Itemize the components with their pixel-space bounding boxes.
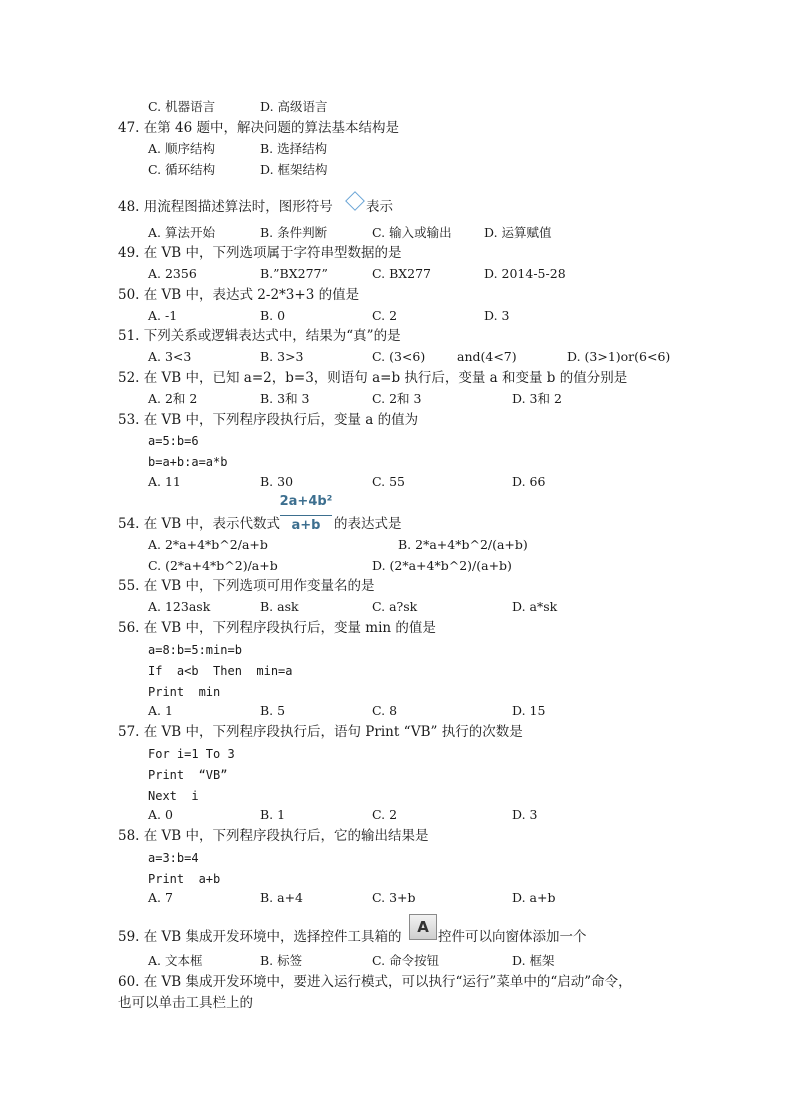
q47-option-a: A. 顺序结构: [148, 141, 215, 156]
algebraic-fraction: [276, 494, 336, 538]
q56-stem: 56. 在 VB 中，下列程序段执行后，变量 min 的值是: [118, 620, 436, 636]
q50-option-b: B. 0: [260, 308, 286, 323]
q53-option-d: D. 66: [512, 474, 546, 489]
q51-option-b: B. 3>3: [260, 349, 304, 364]
q49-stem: 49. 在 VB 中，下列选项属于字符串型数据的是: [118, 245, 402, 261]
q56-option-a: A. 1: [148, 703, 173, 718]
q57-code-line-3: Next i: [148, 789, 199, 803]
q52-option-c: C. 2和 3: [372, 391, 422, 406]
q57-option-b: B. 1: [260, 807, 286, 822]
q58-stem: 58. 在 VB 中，下列程序段执行后，它的输出结果是: [118, 828, 429, 844]
q52-stem: 52. 在 VB 中，已知 a=2，b=3，则语句 a=b 执行后，变量 a 和变量 b 的值分别是: [118, 370, 628, 386]
q49-option-a: A. 2356: [148, 266, 197, 281]
q47-option-c: C. 循环结构: [148, 162, 216, 177]
q51-option-c-cont: and(4<7): [457, 349, 517, 364]
fraction-numerator: 2a+4b²: [279, 494, 333, 509]
q56-code-line-2: If a<b Then min=a: [148, 664, 293, 678]
q54-option-d: D. (2*a+4*b^2)/(a+b): [372, 558, 512, 573]
q54-option-b: B. 2*a+4*b^2/(a+b): [398, 537, 528, 552]
q50-option-a: A. -1: [148, 308, 178, 323]
q54-stem-pre: 54. 在 VB 中，表示代数式: [118, 516, 281, 532]
q53-stem: 53. 在 VB 中，下列程序段执行后，变量 a 的值为: [118, 412, 419, 428]
q53-code-line-1: a=5:b=6: [148, 434, 199, 448]
q51-option-d: D. (3>1)or(6<6): [567, 349, 671, 364]
q48-option-a: A. 算法开始: [148, 225, 215, 240]
q59-stem-post: 控件可以向窗体添加一个: [438, 929, 587, 945]
diamond-icon: [345, 191, 365, 211]
q51-stem: 51. 下列关系或逻辑表达式中，结果为“真”的是: [118, 328, 401, 344]
q53-option-b: B. 30: [260, 474, 294, 489]
q55-option-c: C. a?sk: [372, 599, 418, 614]
q57-code-line-1: For i=1 To 3: [148, 747, 235, 761]
q59-option-b: B. 标签: [260, 953, 303, 968]
q58-option-a: A. 7: [148, 890, 173, 905]
q57-code-line-2: Print “VB”: [148, 768, 228, 782]
q60-stem-line-2: 也可以单击工具栏上的: [118, 995, 253, 1011]
q58-code-line-2: Print a+b: [148, 872, 221, 886]
q57-stem: 57. 在 VB 中，下列程序段执行后，语句 Print “VB” 执行的次数是: [118, 724, 523, 740]
fraction-bar: [280, 515, 332, 516]
q58-option-c: C. 3+b: [372, 890, 416, 905]
q53-code-line-2: b=a+b:a=a*b: [148, 455, 228, 469]
q53-option-c: C. 55: [372, 474, 405, 489]
q59-option-c: C. 命令按钮: [372, 953, 440, 968]
q56-option-b: B. 5: [260, 703, 286, 718]
q48-stem-pre: 48. 用流程图描述算法时，图形符号: [118, 199, 333, 215]
q48-stem-post: 表示: [366, 199, 393, 215]
q47-option-d: D. 框架结构: [260, 162, 328, 177]
q51-option-a: A. 3<3: [148, 349, 192, 364]
q49-option-b: B.”BX277”: [260, 266, 328, 281]
q55-option-d: D. a*sk: [512, 599, 558, 614]
q46-option-d: D. 高级语言: [260, 99, 328, 114]
q48-option-b: B. 条件判断: [260, 225, 328, 240]
q51-option-c: C. (3<6): [372, 349, 426, 364]
q48-option-c: C. 输入或输出: [372, 225, 452, 240]
q54-stem-post: 的表达式是: [334, 516, 402, 532]
q49-option-d: D. 2014-5-28: [484, 266, 566, 281]
q52-option-d: D. 3和 2: [512, 391, 562, 406]
q50-stem: 50. 在 VB 中，表达式 2-2*3+3 的值是: [118, 287, 360, 303]
q55-option-a: A. 123ask: [148, 599, 211, 614]
q58-option-d: D. a+b: [512, 890, 556, 905]
q60-stem-line-1: 60. 在 VB 集成开发环境中，要进入运行模式，可以执行“运行”菜单中的“启动”命令，: [118, 974, 632, 990]
q56-option-c: C. 8: [372, 703, 398, 718]
q47-stem: 47. 在第 46 题中，解决问题的算法基本结构是: [118, 120, 400, 136]
q48-option-d: D. 运算赋值: [484, 225, 552, 240]
q46-option-c: C. 机器语言: [148, 99, 216, 114]
q59-stem-pre: 59. 在 VB 集成开发环境中，选择控件工具箱的: [118, 929, 402, 945]
q58-code-line-1: a=3:b=4: [148, 851, 199, 865]
q57-option-c: C. 2: [372, 807, 398, 822]
q57-option-d: D. 3: [512, 807, 538, 822]
q50-option-d: D. 3: [484, 308, 510, 323]
q54-option-c: C. (2*a+4*b^2)/a+b: [148, 558, 278, 573]
q53-option-a: A. 11: [148, 474, 181, 489]
q57-option-a: A. 0: [148, 807, 173, 822]
q50-option-c: C. 2: [372, 308, 398, 323]
q55-option-b: B. ask: [260, 599, 299, 614]
q47-option-b: B. 选择结构: [260, 141, 328, 156]
q59-option-d: D. 框架: [512, 953, 555, 968]
q56-code-line-3: Print min: [148, 685, 221, 699]
fraction-denominator: a+b: [291, 518, 321, 533]
q59-option-a: A. 文本框: [148, 953, 203, 968]
q52-option-a: A. 2和 2: [148, 391, 198, 406]
q52-option-b: B. 3和 3: [260, 391, 310, 406]
q54-option-a: A. 2*a+4*b^2/a+b: [148, 537, 268, 552]
q55-stem: 55. 在 VB 中，下列选项可用作变量名的是: [118, 578, 375, 594]
q58-option-b: B. a+4: [260, 890, 304, 905]
q49-option-c: C. BX277: [372, 266, 432, 281]
q56-option-d: D. 15: [512, 703, 546, 718]
label-tool-icon: A: [409, 914, 437, 940]
q56-code-line-1: a=8:b=5:min=b: [148, 643, 242, 657]
